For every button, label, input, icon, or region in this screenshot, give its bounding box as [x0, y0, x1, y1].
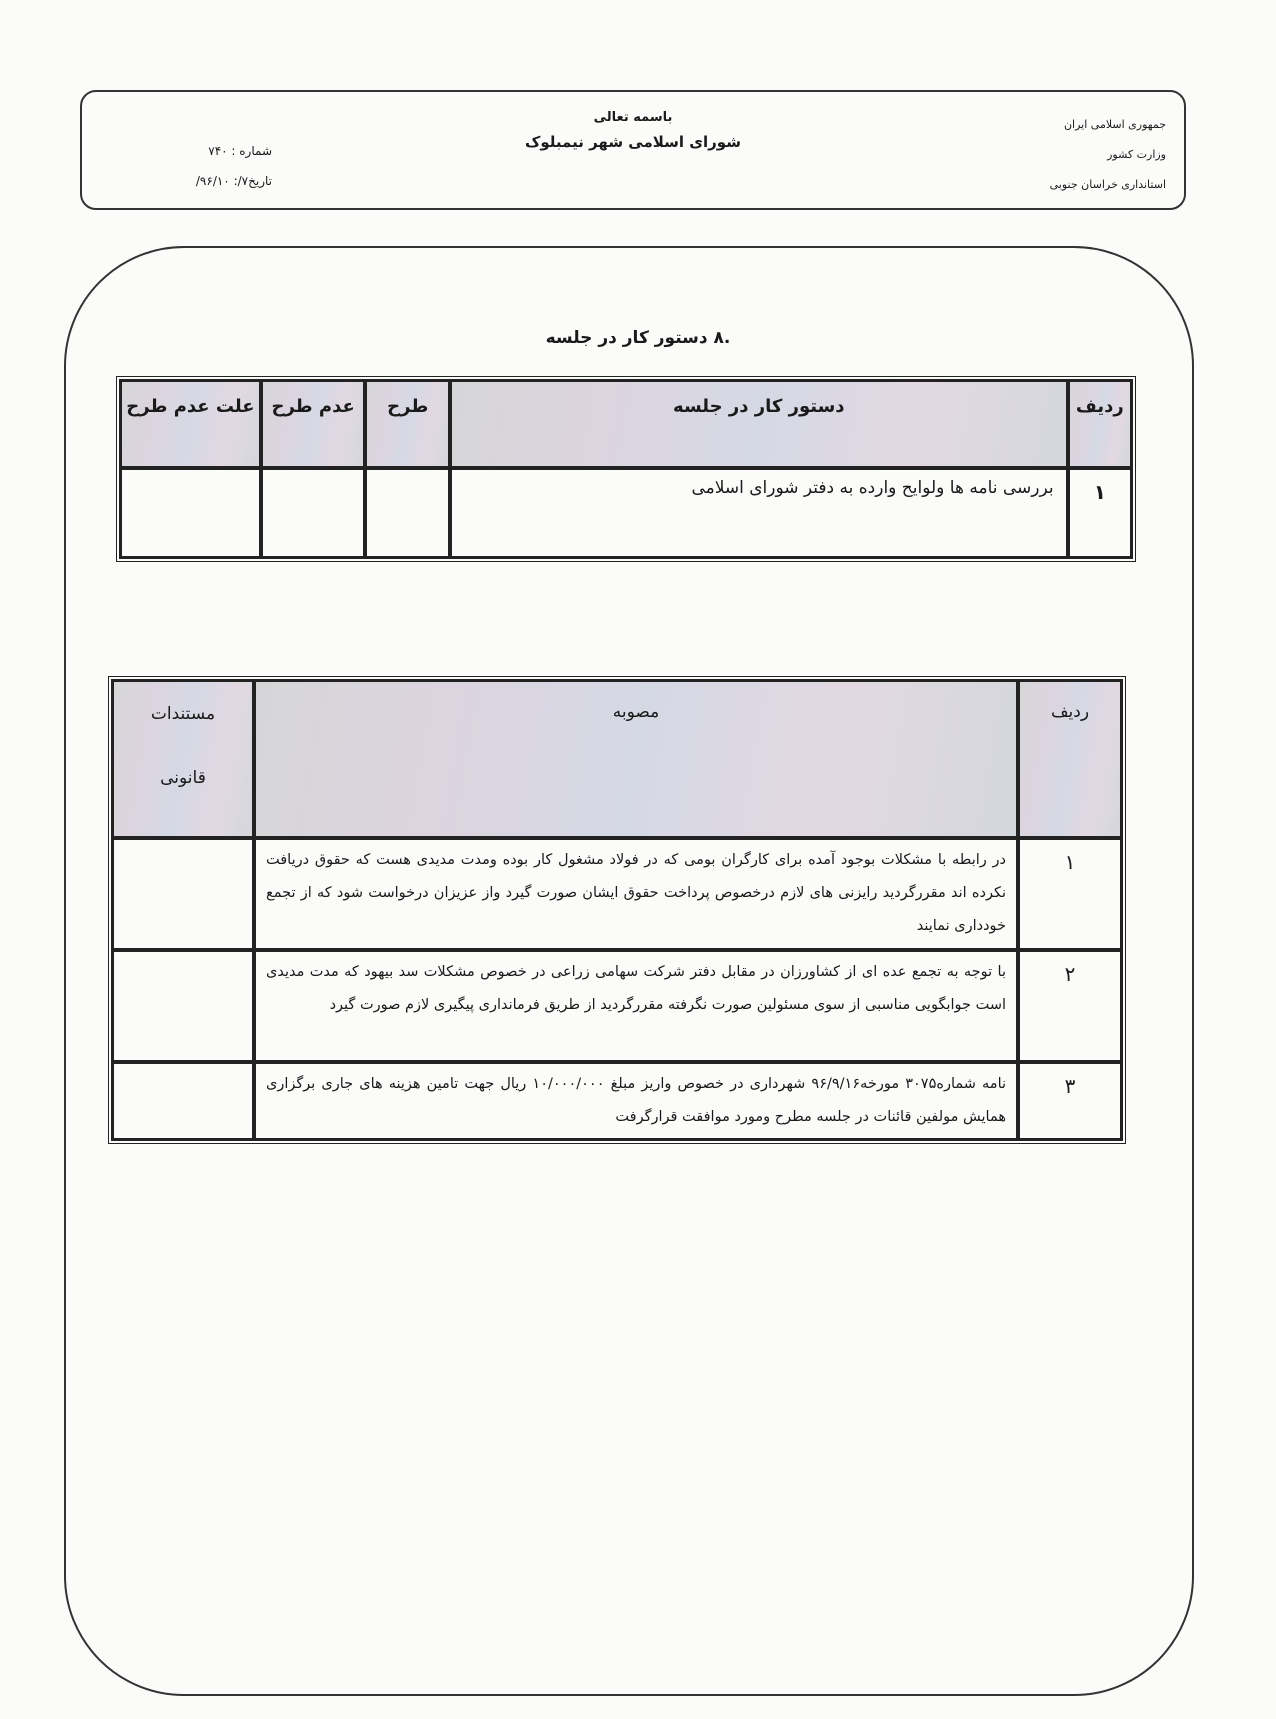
table-row: [112, 1062, 1122, 1140]
header-resolution: مصوبه: [254, 680, 1018, 838]
header-row-number: ردیف: [1068, 380, 1132, 468]
reference-block: [102, 136, 272, 196]
row-number: ۱: [1018, 838, 1122, 950]
header-reason: علت عدم طرح: [120, 380, 261, 468]
issuer-line: جمهوری اسلامی ایران: [1063, 118, 1166, 131]
agenda-header-row: [120, 380, 1132, 468]
letter-date: تاریخ۷/: ۹۶/۱۰/: [195, 174, 272, 188]
row-number: ۳: [1018, 1062, 1122, 1140]
legal-docs-cell: [112, 838, 254, 950]
plan-cell: [365, 468, 450, 558]
letterhead: [80, 90, 1186, 210]
table-row: [112, 950, 1122, 1062]
header-plan: طرح: [365, 380, 450, 468]
no-plan-cell: [261, 468, 366, 558]
resolutions-table: [108, 676, 1126, 1144]
resolution-text: نامه شماره۳۰۷۵ مورخه۹۶/۹/۱۶ شهرداری در خصوص واریز مبلغ ۱۰/۰۰۰/۰۰۰ ریال جهت تامین هزینه های جاری برگزاری همایش مولفین قائنات در جلسه مطرح ومورد موافقت قرارگرفت: [254, 1062, 1018, 1140]
row-number: ۲: [1018, 950, 1122, 1062]
resolution-text: در رابطه با مشکلات بوجود آمده برای کارگران بومی که در فولاد مشغول کار بوده ومدت مدیدی هست که حقوق دریافت نکرده اند مقررگردید رایزنی های لازم درخصوص پرداخت حقوق ایشان صورت گیرد واز عزیزان درخواست شود که از تجمع خودداری نمایند: [254, 838, 1018, 950]
header-agenda: دستور کار در جلسه: [450, 380, 1068, 468]
row-number: ۱: [1068, 468, 1132, 558]
issuer-line: وزارت کشور: [1107, 148, 1166, 161]
header-legal-docs-line1: مستندات: [150, 704, 216, 724]
header-legal-docs-line2: قانونی: [160, 768, 206, 788]
legal-docs-cell: [112, 950, 254, 1062]
resolutions-header-row: [112, 680, 1122, 838]
invocation: باسمه تعالی: [593, 110, 673, 125]
issuer-line: استانداری خراسان جنوبی: [1049, 178, 1166, 191]
agenda-table: [116, 376, 1136, 562]
reason-cell: [120, 468, 261, 558]
letter-number: شماره : ۷۴۰: [208, 144, 272, 158]
table-row: [112, 838, 1122, 950]
agenda-item: بررسی نامه ها ولوایح وارده به دفتر شورای اسلامی: [450, 468, 1068, 558]
header-no-plan: عدم طرح: [261, 380, 366, 468]
table-row: [120, 468, 1132, 558]
legal-docs-cell: [112, 1062, 254, 1140]
section-title: .۸ دستور کار در جلسه: [545, 328, 731, 348]
council-name: شورای اسلامی شهر نیمبلوک: [525, 133, 741, 151]
header-legal-docs: [112, 680, 254, 838]
resolution-text: با توجه به تجمع عده ای از کشاورزان در مقابل دفتر شرکت سهامی زراعی در خصوص مشکلات سد بیهود که مدت مدیدی است جوابگویی مناسبی از سوی مسئولین صورت نگرفته مقررگردید از طریق فرمانداری پیگیری لازم صورت گیرد: [254, 950, 1018, 1062]
header-row-number: ردیف: [1018, 680, 1122, 838]
